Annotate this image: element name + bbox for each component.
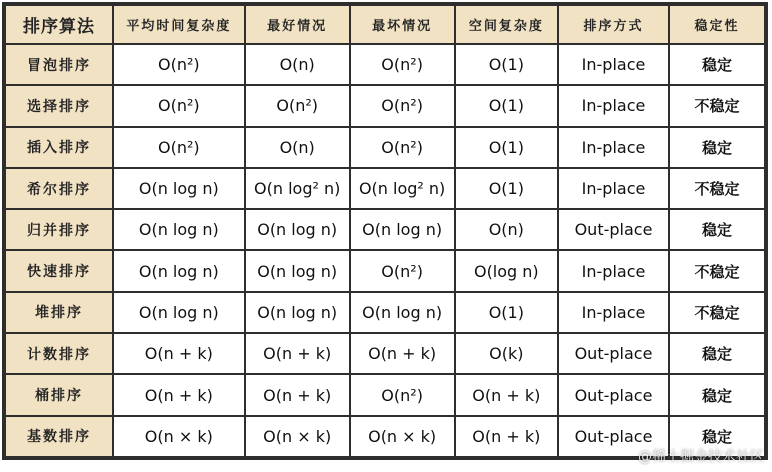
space-cell: O(log n): [456, 251, 557, 290]
sort-mode-cell: Out-place: [559, 375, 668, 414]
stability-cell: 不稳定: [670, 293, 764, 332]
sort-mode-cell: Out-place: [559, 417, 668, 456]
best-case-cell: O(n): [246, 128, 349, 167]
space-cell: O(n + k): [456, 417, 557, 456]
header-algorithm: 排序算法: [6, 6, 112, 43]
algorithm-name: 计数排序: [6, 334, 112, 373]
worst-case-cell: O(n log² n): [351, 169, 454, 208]
algorithm-name: 桶排序: [6, 375, 112, 414]
sort-mode-cell: In-place: [559, 169, 668, 208]
space-cell: O(1): [456, 86, 557, 125]
average-time-cell: O(n log n): [114, 169, 244, 208]
header-row: [6, 6, 764, 43]
average-time-cell: O(n log n): [114, 210, 244, 249]
table-row: [6, 375, 764, 414]
worst-case-cell: O(n + k): [351, 334, 454, 373]
algorithm-name: 归并排序: [6, 210, 112, 249]
worst-case-cell: O(n²): [351, 45, 454, 84]
stability-cell: 稳定: [670, 375, 764, 414]
stability-cell: 稳定: [670, 210, 764, 249]
average-time-cell: O(n + k): [114, 334, 244, 373]
table-row: [6, 251, 764, 290]
worst-case-cell: O(n²): [351, 251, 454, 290]
best-case-cell: O(n log n): [246, 251, 349, 290]
header-best-case: 最好情况: [246, 6, 349, 43]
header-stability: 稳定性: [670, 6, 764, 43]
algorithm-name: 冒泡排序: [6, 45, 112, 84]
table-row: [6, 45, 764, 84]
worst-case-cell: O(n²): [351, 86, 454, 125]
sort-mode-cell: In-place: [559, 86, 668, 125]
sort-mode-cell: Out-place: [559, 334, 668, 373]
sort-mode-cell: In-place: [559, 293, 668, 332]
algorithm-name: 基数排序: [6, 417, 112, 456]
header-sort-mode: 排序方式: [559, 6, 668, 43]
sort-mode-cell: In-place: [559, 128, 668, 167]
stability-cell: 稳定: [670, 128, 764, 167]
worst-case-cell: O(n²): [351, 375, 454, 414]
header-worst-case: 最坏情况: [351, 6, 454, 43]
average-time-cell: O(n²): [114, 128, 244, 167]
average-time-cell: O(n²): [114, 45, 244, 84]
watermark-text: @稀土掘金技术社区: [638, 449, 764, 465]
table-row: [6, 86, 764, 125]
average-time-cell: O(n²): [114, 86, 244, 125]
space-cell: O(1): [456, 128, 557, 167]
best-case-cell: O(n + k): [246, 334, 349, 373]
header-average-time: 平均时间复杂度: [114, 6, 244, 43]
space-cell: O(n): [456, 210, 557, 249]
sorting-complexity-table: [4, 4, 766, 458]
algorithm-name: 插入排序: [6, 128, 112, 167]
best-case-cell: O(n × k): [246, 417, 349, 456]
table-row: [6, 293, 764, 332]
stability-cell: 稳定: [670, 45, 764, 84]
best-case-cell: O(n log² n): [246, 169, 349, 208]
sort-mode-cell: In-place: [559, 251, 668, 290]
space-cell: O(n + k): [456, 375, 557, 414]
algorithm-name: 选择排序: [6, 86, 112, 125]
table-row: [6, 169, 764, 208]
worst-case-cell: O(n log n): [351, 293, 454, 332]
stability-cell: 不稳定: [670, 86, 764, 125]
complexity-table-frame: [2, 2, 768, 460]
average-time-cell: O(n log n): [114, 293, 244, 332]
algorithm-name: 快速排序: [6, 251, 112, 290]
header-space: 空间复杂度: [456, 6, 557, 43]
space-cell: O(k): [456, 334, 557, 373]
space-cell: O(1): [456, 45, 557, 84]
algorithm-name: 希尔排序: [6, 169, 112, 208]
stability-cell: 稳定: [670, 334, 764, 373]
worst-case-cell: O(n²): [351, 128, 454, 167]
worst-case-cell: O(n × k): [351, 417, 454, 456]
sort-mode-cell: In-place: [559, 45, 668, 84]
stability-cell: 稳定: [670, 417, 764, 456]
space-cell: O(1): [456, 293, 557, 332]
stability-cell: 不稳定: [670, 251, 764, 290]
average-time-cell: O(n + k): [114, 375, 244, 414]
best-case-cell: O(n²): [246, 86, 349, 125]
average-time-cell: O(n × k): [114, 417, 244, 456]
space-cell: O(1): [456, 169, 557, 208]
algorithm-name: 堆排序: [6, 293, 112, 332]
average-time-cell: O(n log n): [114, 251, 244, 290]
table-row: [6, 334, 764, 373]
best-case-cell: O(n): [246, 45, 349, 84]
best-case-cell: O(n + k): [246, 375, 349, 414]
stability-cell: 不稳定: [670, 169, 764, 208]
table-row: [6, 128, 764, 167]
worst-case-cell: O(n log n): [351, 210, 454, 249]
sort-mode-cell: Out-place: [559, 210, 668, 249]
best-case-cell: O(n log n): [246, 293, 349, 332]
best-case-cell: O(n log n): [246, 210, 349, 249]
table-row: [6, 210, 764, 249]
